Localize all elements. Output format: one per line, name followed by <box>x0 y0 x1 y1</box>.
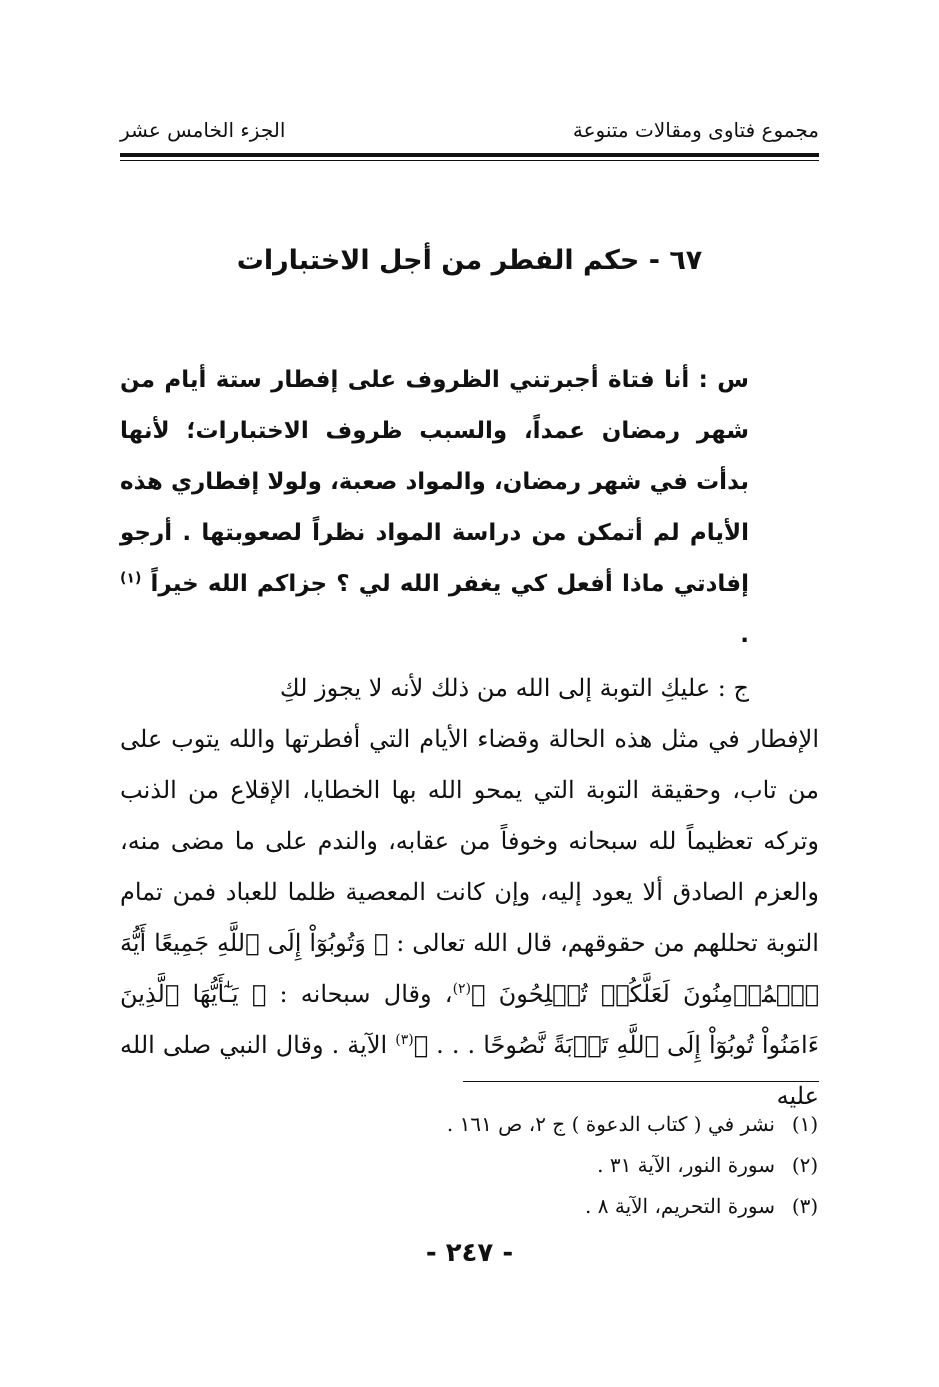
footnote-text: نشر في ( كتاب الدعوة ) ج ٢، ص ١٦١ . <box>446 1112 775 1136</box>
footnote-item <box>120 1186 819 1227</box>
footnote-number: (٣) <box>791 1194 819 1218</box>
answer-text: الآية . وقال النبي صلى الله عليه <box>120 1031 819 1110</box>
header-rule-thin <box>120 160 819 161</box>
answer-paragraph <box>120 663 819 1122</box>
answer-first-line: ج : عليكِ التوبة إلى الله من ذلك لأنه لا يجوز لكِ <box>279 674 749 702</box>
question-line: الأيام لم أتمكن من دراسة المواد نظراً لصعوبتها . أرجو <box>120 520 749 546</box>
question-end: . <box>740 622 749 648</box>
question-line: بدأت في شهر رمضان، والمواد صعبة، ولولا إفطاري هذه <box>120 469 749 495</box>
quran-verse-2-end: إِلَى ٱللَّهِ تَوۡبَةً نَّصُوحًا . . . ﴾ <box>413 1031 701 1059</box>
quran-verse-1-end: لَعَلَّكُمۡ تُفۡلِحُونَ ﴾ <box>471 980 670 1008</box>
footnote-ref-1: (١) <box>120 570 142 587</box>
footnote-item <box>120 1104 819 1145</box>
footnote-number: (١) <box>791 1112 819 1136</box>
fatwa-title: ٦٧ - حكم الفطر من أجل الاختبارات <box>236 245 703 276</box>
footnotes <box>120 1104 819 1227</box>
answer-line: الإفطار في مثل هذه الحالة وقضاء الأيام التي أفطرتها والله <box>228 725 819 753</box>
answer-line: والندم على ما مضى منه، والعزم الصادق ألا يعود إليه، وإن <box>120 827 819 906</box>
answer-line: الإقلاع من الذنب وتركه تعظيماً لله سبحانه وخوفاً من عقابه، <box>120 776 820 855</box>
answer-text: حقوقهم، قال الله تعالى : <box>396 929 646 957</box>
footnote-ref-3: (٣) <box>395 1032 414 1048</box>
question-line: إفادتي ماذا أفعل كي يغفر الله لي ؟ جزاكم الله خيراً <box>150 571 749 597</box>
fatwa-body <box>120 355 819 1122</box>
footnote-text: سورة النور، الآية ٣١ . <box>597 1153 775 1177</box>
quran-verse-2: ﴿ يَـٰٓأَيُّهَا ٱلَّذِينَ ءَامَنُواْ تُوبُوٓاْ <box>120 980 820 1059</box>
footnote-text: سورة التحريم، الآية ٨ . <box>585 1194 775 1218</box>
footnote-item <box>120 1145 819 1186</box>
answer-line: كانت المعصية ظلما للعباد فمن تمام التوبة تحللهم من <box>120 878 819 957</box>
question-line: شهر رمضان عمداً، والسبب ظروف الاختبارات؛ لأنها <box>120 418 749 444</box>
header-rule-thick <box>120 153 819 157</box>
book-title: مجموع فتاوى ومقالات متنوعة <box>572 118 819 142</box>
page-number: - ٢٤٧ - <box>425 1238 514 1268</box>
quran-verse-1: ﴿ وَتُوبُوٓاْ إِلَى ٱللَّهِ جَمِيعًا أَيُّهَ ٱلۡمُؤۡمِنُونَ <box>120 929 820 1008</box>
answer-text: ، وقال سبحانه : <box>279 980 453 1008</box>
question-line: س : أنا فتاة أجبرتني الظروف على إفطار ستة أيام من <box>120 367 749 393</box>
volume-label: الجزء الخامس عشر <box>120 118 286 142</box>
question-paragraph <box>120 355 749 661</box>
footnote-number: (٢) <box>791 1153 819 1177</box>
running-header <box>120 112 819 148</box>
answer-line: يتوب على من تاب، وحقيقة التوبة التي يمحو الله بها الخطايا، <box>120 725 819 804</box>
footnote-ref-2: (٢) <box>452 981 472 997</box>
footnote-rule <box>463 1081 819 1082</box>
